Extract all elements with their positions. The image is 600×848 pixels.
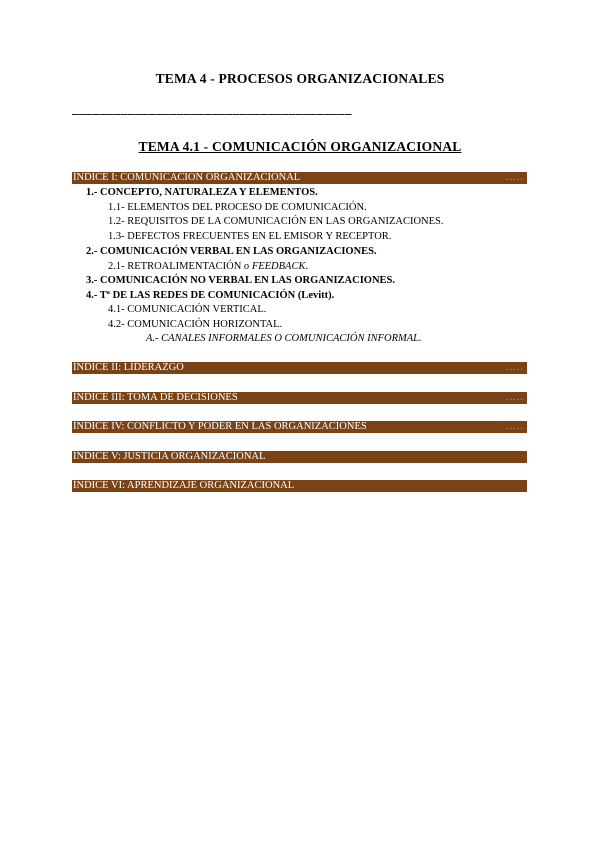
toc-item-4-2[interactable]: 4.2- COMUNICACIÓN HORIZONTAL. — [108, 319, 283, 330]
index-heading-dots: ..... — [505, 421, 524, 432]
index-heading-dots: ..... — [505, 392, 524, 403]
toc-item-1-3[interactable]: 1.3- DEFECTOS FRECUENTES EN EL EMISOR Y RECEPTOR. — [108, 231, 392, 242]
toc-item-4[interactable]: 4.- Tª DE LAS REDES DE COMUNICACIÓN (Levitt). — [86, 290, 335, 301]
toc-item-1[interactable]: 1.- CONCEPTO, NATURALEZA Y ELEMENTOS. — [86, 187, 318, 198]
index-heading-label: ÍNDICE I: COMUNICACIÓN ORGANIZACIONAL — [73, 172, 301, 183]
toc-item-4-2-a[interactable]: A.- CANALES INFORMALES O COMUNICACIÓN INFORMAL. — [146, 333, 422, 344]
index-heading-label: ÍNDICE III: TOMA DE DECISIONES — [73, 392, 238, 403]
index-heading-label: ÍNDICE II: LIDERAZGO — [73, 362, 184, 373]
index-heading-3[interactable] — [72, 392, 527, 404]
section-title-text: TEMA 4.1 - COMUNICACIÓN ORGANIZACIONAL — [138, 139, 462, 154]
document-title: TEMA 4 - PROCESOS ORGANIZACIONALES — [155, 71, 445, 86]
index-heading-dots: ..... — [505, 362, 524, 373]
toc-item-1-1[interactable]: 1.1- ELEMENTOS DEL PROCESO DE COMUNICACIÓN. — [108, 202, 367, 213]
index-heading-6[interactable] — [72, 480, 527, 492]
index-heading-label: ÍNDICE IV: CONFLICTO Y PODER EN LAS ORGANIZACIONES — [73, 421, 367, 432]
section-title — [0, 138, 600, 156]
index-heading-label: ÍNDICE VI: APRENDIZAJE ORGANIZACIONAL — [73, 480, 295, 491]
toc-item-2-1-italic: FEEDBACK — [251, 261, 306, 272]
toc-item-2-1-suffix: . — [305, 261, 309, 272]
toc-item-3[interactable]: 3.- COMUNICACIÓN NO VERBAL EN LAS ORGANIZACIONES. — [86, 275, 396, 286]
index-heading-dots: ..... — [505, 172, 524, 183]
index-heading-5[interactable] — [72, 451, 527, 463]
index-heading-2[interactable] — [72, 362, 527, 374]
index-heading-1[interactable] — [72, 172, 527, 184]
toc-item-4-1[interactable]: 4.1- COMUNICACIÓN VERTICAL. — [108, 304, 267, 315]
index-heading-4[interactable] — [72, 421, 527, 433]
title-divider: ________________________________________ — [72, 101, 352, 116]
toc-item-2-1-text: 2.1- RETROALIMENTACIÓN o — [108, 261, 252, 272]
toc-item-2-1[interactable] — [108, 260, 308, 273]
index-heading-label: ÍNDICE V: JUSTICIA ORGANIZACIONAL — [73, 451, 266, 462]
toc-item-2[interactable]: 2.- COMUNICACIÓN VERBAL EN LAS ORGANIZACIONES. — [86, 246, 377, 257]
toc-item-1-2[interactable]: 1.2- REQUISITOS DE LA COMUNICACIÓN EN LAS ORGANIZACIONES. — [108, 216, 444, 227]
